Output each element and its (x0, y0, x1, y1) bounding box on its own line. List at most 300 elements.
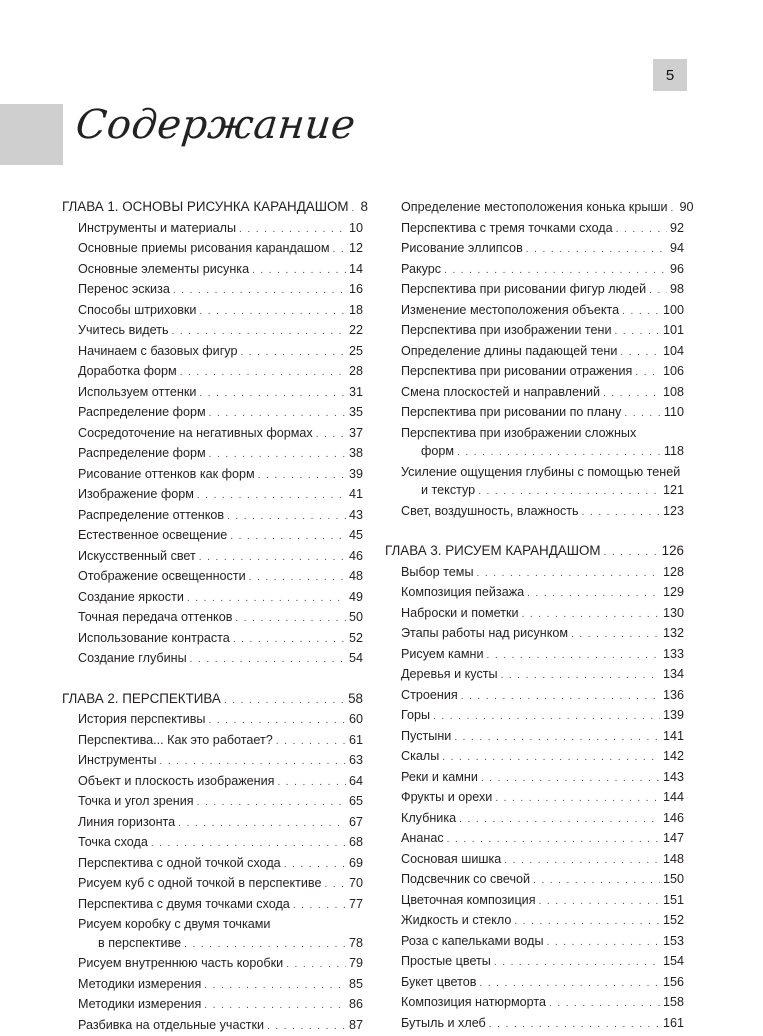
dot-leader (197, 794, 346, 813)
toc-entry[interactable] (62, 383, 363, 404)
toc-page-number: 110 (664, 403, 684, 422)
toc-entry-title: Объект и плоскость изображения (78, 772, 274, 791)
toc-page-number: 151 (663, 891, 684, 910)
toc-entry-title: Горы (401, 706, 430, 725)
toc-entry[interactable] (385, 911, 684, 932)
dot-leader (209, 405, 346, 424)
dot-leader (199, 303, 346, 322)
toc-page-number: 69 (349, 854, 363, 873)
toc-entry[interactable] (62, 239, 363, 260)
dot-leader (190, 651, 346, 670)
toc-entry[interactable] (62, 895, 363, 916)
toc-entry[interactable] (62, 854, 363, 875)
dot-leader (479, 975, 660, 994)
toc-entry-title: Отображение освещенности (78, 567, 246, 586)
toc-page-number: 58 (348, 690, 363, 709)
toc-page-number: 101 (663, 321, 684, 340)
toc-entry-title: Жидкость и стекло (401, 911, 511, 930)
toc-page-number: 161 (663, 1014, 684, 1033)
dot-leader (442, 749, 660, 768)
dot-leader (227, 508, 346, 527)
toc-page-number: 92 (670, 219, 684, 238)
dot-leader (616, 221, 667, 240)
toc-entry-title: Реки и камни (401, 768, 478, 787)
toc-entry[interactable] (62, 1016, 363, 1036)
dot-leader (624, 405, 661, 424)
toc-entry-title: Начинаем с базовых фигур (78, 342, 237, 361)
dot-leader (487, 647, 660, 666)
toc-entry[interactable] (62, 280, 363, 301)
toc-page-number: 65 (349, 792, 363, 811)
toc-entry-title: Рисуем куб с одной точкой в перспективе (78, 874, 321, 893)
toc-entry-title: Распределение форм (78, 403, 206, 422)
toc-page-number: 18 (349, 301, 363, 320)
toc-entry-title: Использование контраста (78, 629, 230, 648)
dot-leader (514, 913, 660, 932)
toc-entry-title: ГЛАВА 3. РИСУЕМ КАРАНДАШОМ (385, 542, 601, 561)
section-gap (62, 670, 363, 690)
toc-entry[interactable] (385, 502, 684, 523)
toc-entry-title: Перспектива при рисовании отражения (401, 362, 632, 381)
dot-leader (233, 631, 346, 650)
toc-entry-title: Линия горизонта (78, 813, 175, 832)
dot-leader (478, 483, 660, 502)
dot-leader (622, 303, 660, 322)
page-number-badge (653, 59, 687, 91)
dot-leader (504, 852, 660, 871)
toc-page-number: 60 (349, 710, 363, 729)
toc-page-number: 35 (349, 403, 363, 422)
toc-page-number: 52 (349, 629, 363, 648)
toc-page-number: 67 (349, 813, 363, 832)
toc-entry[interactable] (62, 485, 363, 506)
toc-entry-title: Пустыни (401, 727, 451, 746)
dot-leader (459, 811, 660, 830)
toc-entry-title[interactable]: Перспектива при изображении сложных (385, 424, 684, 443)
toc-page-number: 152 (663, 911, 684, 930)
dot-leader (180, 364, 346, 383)
toc-entry[interactable] (62, 710, 363, 731)
toc-entry[interactable] (62, 506, 363, 527)
dot-leader (454, 729, 660, 748)
dot-leader (527, 585, 660, 604)
toc-entry[interactable] (385, 604, 684, 625)
toc-entry-title: Перенос эскиза (78, 280, 170, 299)
toc-entry[interactable] (385, 686, 684, 707)
toc-entry[interactable] (385, 665, 684, 686)
toc-entry-title: Способы штриховки (78, 301, 196, 320)
toc-entry-title: Точка схода (78, 833, 148, 852)
toc-page-number: 142 (663, 747, 684, 766)
toc-page-number: 96 (670, 260, 684, 279)
toc-page-number: 104 (663, 342, 684, 361)
toc-entry[interactable] (385, 788, 684, 809)
toc-entry-title: Роза с капельками воды (401, 932, 544, 951)
dot-leader (324, 876, 346, 895)
toc-page-number: 94 (670, 239, 684, 258)
toc-entry[interactable] (62, 608, 363, 629)
toc-entry[interactable] (385, 809, 684, 830)
side-tab-marker (0, 104, 63, 165)
toc-entry-title: Определение длины падающей тени (401, 342, 617, 361)
dot-leader (603, 385, 660, 404)
toc-entry-title: Изменение местоположения объекта (401, 301, 619, 320)
dot-leader (489, 1016, 660, 1035)
toc-page-number: 61 (349, 731, 363, 750)
toc-entry[interactable] (385, 383, 684, 404)
toc-entry-title: История перспективы (78, 710, 205, 729)
toc-entry[interactable] (62, 321, 363, 342)
dot-leader (501, 667, 660, 686)
toc-entry[interactable] (385, 993, 684, 1014)
toc-entry[interactable] (385, 260, 684, 281)
toc-entry[interactable] (62, 934, 363, 955)
toc-page-number: 158 (663, 993, 684, 1012)
toc-page-number: 43 (349, 506, 363, 525)
toc-page-number: 77 (349, 895, 363, 914)
toc-column-right (385, 198, 684, 1034)
toc-entry-title: Рисование оттенков как форм (78, 465, 255, 484)
toc-page-number: 129 (663, 583, 684, 602)
toc-entry-title: Подсвечник со свечой (401, 870, 530, 889)
toc-entry[interactable] (385, 198, 684, 219)
toc-entry[interactable] (62, 833, 363, 854)
toc-entry[interactable] (385, 624, 684, 645)
dot-leader (444, 262, 667, 281)
dot-leader (457, 444, 661, 463)
toc-page-number: 118 (664, 442, 684, 461)
dot-leader (615, 323, 660, 342)
toc-entry[interactable] (62, 975, 363, 996)
dot-leader (447, 831, 660, 850)
dot-leader (522, 606, 660, 625)
dot-leader (267, 1018, 346, 1036)
toc-entry-title: Выбор темы (401, 563, 474, 582)
toc-entry-title: Бутыль и хлеб (401, 1014, 486, 1033)
dot-leader (276, 733, 346, 752)
toc-page-number: 79 (349, 954, 363, 973)
toc-entry-title: Инструменты и материалы (78, 219, 236, 238)
toc-entry[interactable] (62, 403, 363, 424)
chapter-heading[interactable] (62, 690, 363, 711)
toc-entry-title: Скалы (401, 747, 439, 766)
dot-leader (333, 241, 346, 260)
dot-leader (249, 569, 346, 588)
dot-leader (204, 977, 346, 996)
dot-leader (293, 897, 346, 916)
toc-entry[interactable] (385, 645, 684, 666)
toc-page-number: 136 (663, 686, 684, 705)
dot-leader (208, 712, 346, 731)
dot-leader (199, 549, 346, 568)
toc-column-left (62, 198, 363, 1036)
dot-leader (151, 835, 346, 854)
toc-entry[interactable] (62, 362, 363, 383)
toc-entry[interactable] (62, 219, 363, 240)
toc-entry-title: Простые цветы (401, 952, 491, 971)
toc-entry[interactable] (385, 239, 684, 260)
dot-leader (477, 565, 660, 584)
toc-entry-title[interactable]: Усиление ощущения глубины с помощью теней (385, 463, 684, 482)
toc-page-number: 134 (663, 665, 684, 684)
toc-entry[interactable] (385, 727, 684, 748)
toc-page-number: 106 (663, 362, 684, 381)
toc-entry[interactable] (62, 465, 363, 486)
dot-leader (494, 954, 660, 973)
toc-page-number: 144 (663, 788, 684, 807)
dot-leader (187, 590, 346, 609)
toc-page-number: 150 (663, 870, 684, 889)
dot-leader (635, 364, 660, 383)
dot-leader (172, 323, 346, 342)
toc-page-number: 121 (663, 481, 684, 500)
toc-entry[interactable] (62, 424, 363, 445)
toc-entry-title: Рисуем внутреннюю часть коробки (78, 954, 283, 973)
toc-entry[interactable] (385, 850, 684, 871)
toc-page-number: 12 (349, 239, 363, 258)
toc-entry[interactable] (385, 932, 684, 953)
toc-page-number: 143 (663, 768, 684, 787)
toc-entry[interactable] (385, 563, 684, 584)
toc-entry[interactable] (385, 829, 684, 850)
toc-page-number: 123 (663, 502, 684, 521)
toc-entry[interactable] (62, 649, 363, 670)
toc-entry[interactable] (62, 301, 363, 322)
toc-entry[interactable] (385, 442, 684, 463)
toc-entry[interactable] (62, 731, 363, 752)
toc-entry-title: Перспектива при рисовании фигур людей (401, 280, 646, 299)
toc-entry[interactable] (62, 260, 363, 281)
toc-entry-title: Основные элементы рисунка (78, 260, 249, 279)
toc-entry-title: Смена плоскостей и направлений (401, 383, 600, 402)
toc-entry[interactable] (62, 567, 363, 588)
toc-entry-title: Создание глубины (78, 649, 187, 668)
dot-leader (671, 200, 677, 219)
toc-entry-title: ГЛАВА 1. ОСНОВЫ РИСУНКА КАРАНДАШОМ (62, 198, 349, 217)
toc-page-number: 98 (670, 280, 684, 299)
toc-page-number: 8 (361, 198, 368, 217)
toc-entry-title: Искусственный свет (78, 547, 196, 566)
toc-page-number: 50 (349, 608, 363, 627)
toc-entry[interactable] (62, 772, 363, 793)
toc-page-number: 16 (349, 280, 363, 299)
toc-page-number: 31 (349, 383, 363, 402)
toc-page-number: 132 (663, 624, 684, 643)
toc-entry-title: Строения (401, 686, 458, 705)
dot-leader (549, 995, 660, 1014)
toc-entry[interactable] (62, 588, 363, 609)
toc-entry-title: Ракурс (401, 260, 441, 279)
dot-leader (284, 856, 346, 875)
toc-page-number: 68 (349, 833, 363, 852)
toc-page-number: 148 (663, 850, 684, 869)
toc-page-number: 10 (349, 219, 363, 238)
toc-entry[interactable] (385, 747, 684, 768)
toc-page-number: 38 (349, 444, 363, 463)
toc-entry-title: Инструменты (78, 751, 157, 770)
toc-entry-title: Создание яркости (78, 588, 184, 607)
toc-page-number: 45 (349, 526, 363, 545)
toc-page-number: 153 (663, 932, 684, 951)
toc-entry[interactable] (385, 219, 684, 240)
dot-leader (197, 487, 346, 506)
toc-page-number: 70 (349, 874, 363, 893)
toc-entry-title: Основные приемы рисования карандашом (78, 239, 330, 258)
toc-entry[interactable] (385, 952, 684, 973)
section-gap (385, 522, 684, 542)
dot-leader (252, 262, 346, 281)
toc-entry-title: Цветочная композиция (401, 891, 536, 910)
toc-page-number: 78 (349, 934, 363, 953)
dot-leader (547, 934, 660, 953)
dot-leader (461, 688, 660, 707)
toc-entry-title: Перспектива... Как это работает? (78, 731, 273, 750)
toc-entry[interactable] (385, 403, 684, 424)
toc-page-number: 139 (663, 706, 684, 725)
toc-entry-title: ГЛАВА 2. ПЕРСПЕКТИВА (62, 690, 221, 709)
toc-entry-title: Свет, воздушность, влажность (401, 502, 579, 521)
toc-page-number: 126 (662, 542, 684, 561)
toc-entry-title: Точка и угол зрения (78, 792, 194, 811)
toc-page-number: 128 (663, 563, 684, 582)
toc-page-number: 130 (663, 604, 684, 623)
toc-entry-title: Наброски и пометки (401, 604, 519, 623)
toc-page-number: 63 (349, 751, 363, 770)
toc-entry-title: Композиция пейзажа (401, 583, 524, 602)
toc-entry-title: Этапы работы над рисунком (401, 624, 568, 643)
toc-entry-title: Естественное освещение (78, 526, 227, 545)
dot-leader (240, 344, 346, 363)
toc-entry[interactable] (385, 870, 684, 891)
toc-entry-title: Учитесь видеть (78, 321, 169, 340)
dot-leader (277, 774, 346, 793)
toc-entry[interactable] (385, 321, 684, 342)
toc-page-number: 14 (349, 260, 363, 279)
toc-page-number: 64 (349, 772, 363, 791)
page-title: Содержание (74, 102, 358, 148)
toc-entry-title: Перспектива при изображении тени (401, 321, 612, 340)
dot-leader (352, 200, 358, 219)
toc-entry[interactable] (385, 706, 684, 727)
toc-entry-title: Распределение форм (78, 444, 206, 463)
dot-leader (649, 282, 667, 301)
toc-page-number: 49 (349, 588, 363, 607)
dot-leader (526, 241, 667, 260)
toc-entry-title: Клубника (401, 809, 456, 828)
toc-entry[interactable] (385, 280, 684, 301)
dot-leader (235, 610, 346, 629)
toc-entry-title: Букет цветов (401, 973, 476, 992)
dot-leader (178, 815, 346, 834)
toc-entry-title: Сосредоточение на негативных формах (78, 424, 313, 443)
toc-entry[interactable] (62, 629, 363, 650)
dot-leader (230, 528, 346, 547)
toc-entry[interactable] (385, 768, 684, 789)
toc-entry[interactable] (385, 301, 684, 322)
dot-leader (533, 872, 660, 891)
toc-page-number: 108 (663, 383, 684, 402)
dot-leader (495, 790, 660, 809)
dot-leader (571, 626, 660, 645)
toc-page-number: 100 (663, 301, 684, 320)
toc-entry-title: Перспектива с одной точкой схода (78, 854, 281, 873)
toc-entry[interactable] (62, 813, 363, 834)
toc-entry-title: Определение местоположения конька крыши (401, 198, 668, 217)
toc-entry[interactable] (62, 954, 363, 975)
toc-page-number: 141 (663, 727, 684, 746)
toc-entry[interactable] (385, 583, 684, 604)
toc-entry-title: Используем оттенки (78, 383, 196, 402)
toc-entry[interactable] (385, 1014, 684, 1035)
toc-page-number: 46 (349, 547, 363, 566)
toc-page-number: 133 (663, 645, 684, 664)
toc-entry-title: Фрукты и орехи (401, 788, 492, 807)
page-number: 5 (666, 67, 674, 84)
toc-entry[interactable] (62, 547, 363, 568)
dot-leader (604, 544, 659, 563)
dot-leader (582, 504, 660, 523)
toc-entry-title: Ананас (401, 829, 444, 848)
toc-page-number: 54 (349, 649, 363, 668)
toc-entry[interactable] (62, 444, 363, 465)
toc-entry-title: Перспектива с тремя точками схода (401, 219, 613, 238)
toc-entry-title: Рисование эллипсов (401, 239, 523, 258)
chapter-heading[interactable] (385, 542, 684, 563)
toc-entry-title: Изображение форм (78, 485, 194, 504)
toc-entry-title: Разбивка на отдельные участки (78, 1016, 264, 1035)
toc-entry-title[interactable]: Рисуем коробку с двумя точками (62, 915, 363, 934)
toc-page-number: 48 (349, 567, 363, 586)
toc-entry-title: Методики измерения (78, 975, 201, 994)
toc-page-number: 39 (349, 465, 363, 484)
chapter-heading[interactable] (62, 198, 363, 219)
toc-entry-title: Сосновая шишка (401, 850, 501, 869)
toc-entry[interactable] (62, 792, 363, 813)
dot-leader (539, 893, 660, 912)
toc-page-number: 87 (349, 1016, 363, 1035)
dot-leader (209, 446, 346, 465)
toc-entry[interactable] (385, 891, 684, 912)
toc-entry[interactable] (62, 342, 363, 363)
toc-entry-title: Доработка форм (78, 362, 177, 381)
toc-page-number: 90 (680, 198, 694, 217)
toc-entry-title: Перспектива при рисовании по плану (401, 403, 621, 422)
toc-entry-title: Перспектива с двумя точками схода (78, 895, 290, 914)
toc-page-number: 147 (663, 829, 684, 848)
toc-page-number: 22 (349, 321, 363, 340)
dot-leader (173, 282, 346, 301)
toc-entry[interactable] (385, 973, 684, 994)
toc-entry[interactable] (62, 526, 363, 547)
toc-page-number: 156 (663, 973, 684, 992)
toc-page-number: 41 (349, 485, 363, 504)
toc-entry-title: Деревья и кусты (401, 665, 498, 684)
toc-entry-title: Точная передача оттенков (78, 608, 232, 627)
toc-entry[interactable] (385, 481, 684, 502)
toc-entry[interactable] (62, 751, 363, 772)
dot-leader (199, 385, 346, 404)
dot-leader (286, 956, 346, 975)
toc-entry[interactable] (385, 362, 684, 383)
toc-entry-title: форм (421, 442, 454, 461)
toc-entry[interactable] (385, 342, 684, 363)
toc-entry-title: в перспективе (98, 934, 181, 953)
toc-entry[interactable] (62, 874, 363, 895)
toc-page-number: 146 (663, 809, 684, 828)
toc-page-number: 28 (349, 362, 363, 381)
toc-entry[interactable] (62, 995, 363, 1016)
dot-leader (481, 770, 660, 789)
